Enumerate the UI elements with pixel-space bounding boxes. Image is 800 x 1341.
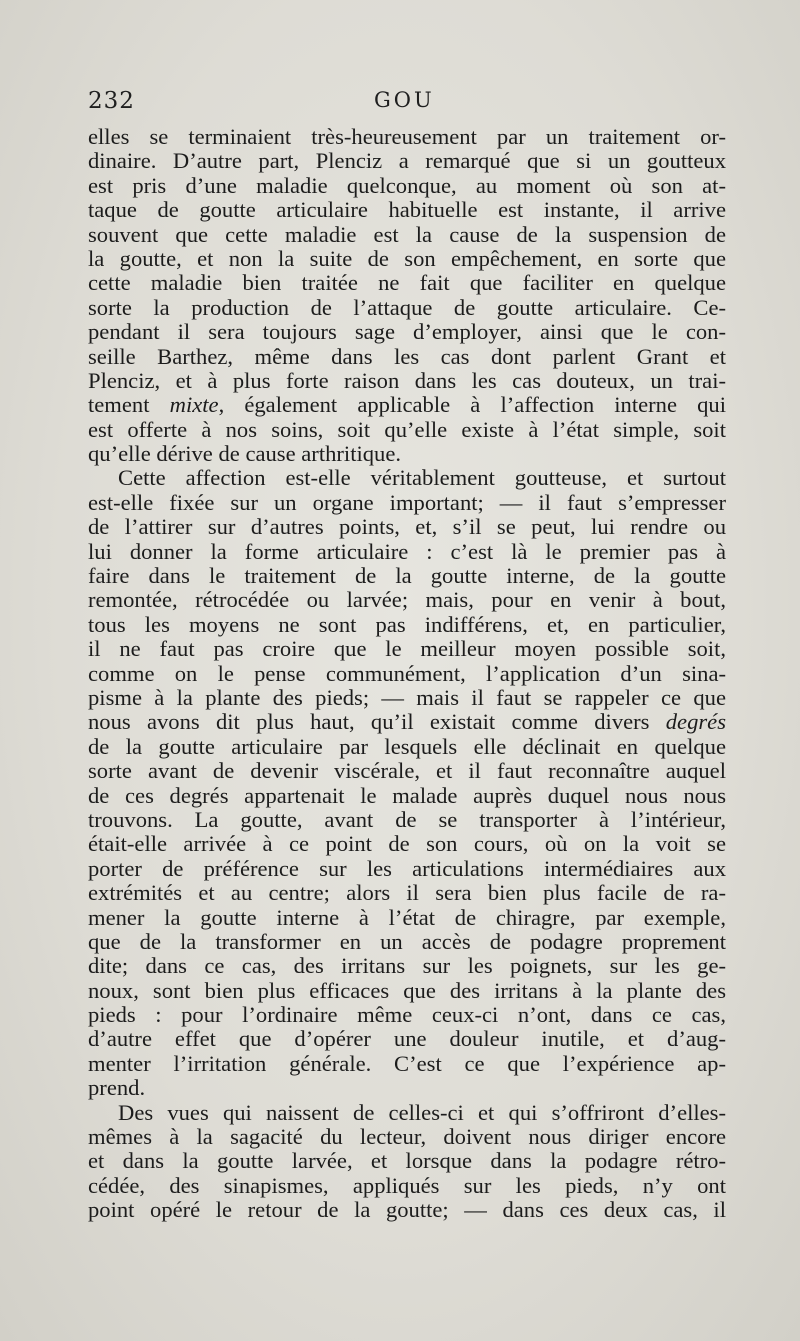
- text-line: porter de préférence sur les articulations intermédiaires aux: [88, 855, 726, 881]
- text-line: il ne faut pas croire que le meilleur moyen possible soit,: [88, 636, 726, 662]
- text-line: mener la goutte interne à l’état de chiragre, par exemple,: [88, 904, 726, 930]
- text-line: lui donner la forme articulaire : c’est là le premier pas à: [88, 538, 726, 564]
- text-line: faire dans le traitement de la goutte interne, de la goutte: [88, 563, 726, 589]
- text-line: tous les moyens ne sont pas indifférens, et, en particulier,: [88, 611, 726, 637]
- text-line: est pris d’une maladie quelconque, au moment où son at-: [88, 172, 726, 198]
- text-line: la goutte, et non la suite de son empêchement, en sorte que: [88, 245, 726, 271]
- text-line: comme on le pense communément, l’application d’un sina-: [88, 660, 726, 686]
- paragraph: [88, 466, 726, 1100]
- text-line: Cette affection est-elle véritablement goutteuse, et surtout: [118, 465, 726, 491]
- text-line: qu’elle dérive de cause arthritique.: [88, 441, 402, 467]
- paragraph: [88, 125, 726, 466]
- text-line: pieds : pour l’ordinaire même ceux-ci n’ont, dans ce cas,: [88, 1002, 726, 1028]
- text-line: était-elle arrivée à ce point de son cours, où on la voit se: [88, 831, 726, 857]
- text-line: extrémités et au centre; alors il sera bien plus facile de ra-: [88, 880, 726, 906]
- text-line: mêmes à la sagacité du lecteur, doivent nous diriger encore: [88, 1124, 726, 1150]
- text-line: est offerte à nos soins, soit qu’elle existe à l’état simple, soit: [88, 416, 726, 442]
- page-number: 232: [88, 88, 135, 114]
- paragraph: [88, 1101, 726, 1223]
- text-line: elles se terminaient très-heureusement par un traitement or-: [88, 124, 726, 149]
- text-line: de ces degrés appartenait le malade auprès duquel nous nous: [88, 782, 726, 808]
- text-line: et dans la goutte larvée, et lorsque dans la podagre rétro-: [88, 1148, 726, 1174]
- text-line: taque de goutte articulaire habituelle est instante, il arrive: [88, 197, 726, 223]
- text-line: remontée, rétrocédée ou larvée; mais, pour en venir à bout,: [88, 587, 726, 613]
- text-line: trouvons. La goutte, avant de se transporter à l’intérieur,: [88, 806, 726, 832]
- body-text: [88, 125, 726, 1223]
- text-line: sorte la production de l’attaque de goutte articulaire. Ce-: [88, 294, 726, 320]
- text-line: souvent que cette maladie est la cause de la suspension de: [88, 221, 726, 247]
- text-line: tement mixte, également applicable à l’affection interne qui: [88, 392, 726, 418]
- text-line: est-elle fixée sur un organe important; — il faut s’empresser: [88, 489, 726, 515]
- text-line: menter l’irritation générale. C’est ce que l’expérience ap-: [88, 1050, 726, 1076]
- text-line: seille Barthez, même dans les cas dont parlent Grant et: [88, 343, 726, 369]
- text-line: point opéré le retour de la goutte; — dans ces deux cas, il: [88, 1197, 726, 1223]
- text-line: d’autre effet que d’opérer une douleur inutile, et d’aug-: [88, 1026, 726, 1052]
- text-line: cédée, des sinapismes, appliqués sur les pieds, n’y ont: [88, 1172, 726, 1198]
- running-head: GOU: [374, 88, 435, 112]
- text-line: Plenciz, et à plus forte raison dans les cas douteux, un trai-: [88, 367, 726, 393]
- text-line: pisme à la plante des pieds; — mais il faut se rappeler ce que: [88, 684, 726, 710]
- text-line: de l’attirer sur d’autres points, et, s’il se peut, lui rendre ou: [88, 514, 726, 540]
- text-line: cette maladie bien traitée ne fait que faciliter en quelque: [88, 270, 726, 296]
- text-line: dinaire. D’autre part, Plenciz a remarqué que si un goutteux: [88, 148, 726, 174]
- text-line: prend.: [88, 1075, 146, 1101]
- text-line: dite; dans ce cas, des irritans sur les poignets, sur les ge-: [88, 953, 726, 979]
- page-header: [88, 88, 728, 118]
- text-line: nous avons dit plus haut, qu’il existait comme divers degrés: [88, 709, 726, 735]
- text-line: pendant il sera toujours sage d’employer, ainsi que le con-: [88, 319, 726, 345]
- text-line: noux, sont bien plus efficaces que des irritans à la plante des: [88, 977, 726, 1003]
- text-line: que de la transformer en un accès de podagre proprement: [88, 928, 726, 954]
- text-line: sorte avant de devenir viscérale, et il faut reconnaître auquel: [88, 758, 726, 784]
- text-line: Des vues qui naissent de celles-ci et qui s’offriront d’elles-: [118, 1099, 726, 1125]
- text-line: de la goutte articulaire par lesquels elle déclinait en quelque: [88, 733, 726, 759]
